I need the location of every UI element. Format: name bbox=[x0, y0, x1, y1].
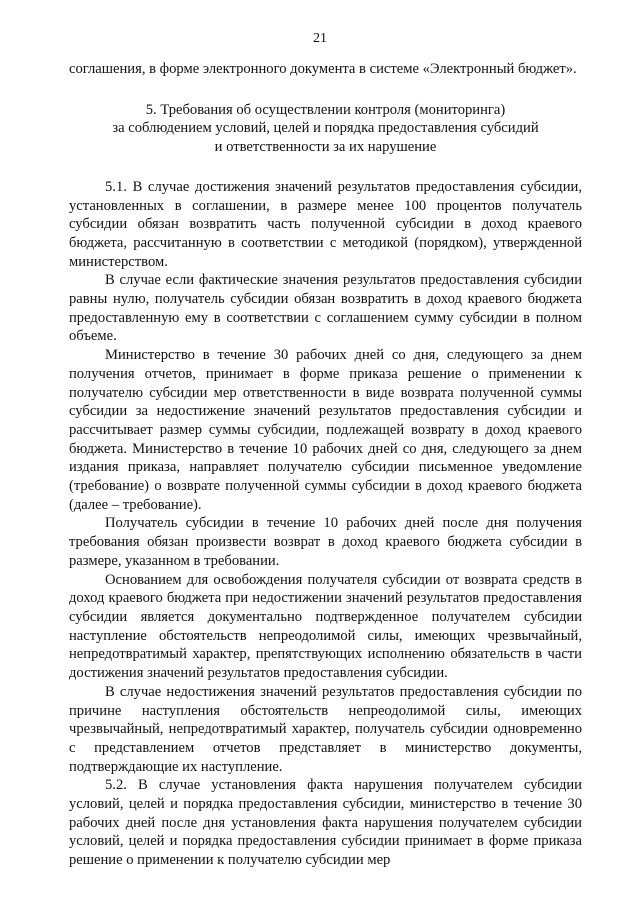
paragraph-force-majeure-documents: В случае недостижения значений результатов предоставления субсидии по причине наступления обстоятельств непреодолимой силы, имеющих чрезвычайный, непредотвратимый характер, получатель субсидии одновременно с представлением отчетов представляет в министерство документы, подтверждающие их наступление. bbox=[69, 683, 582, 775]
paragraph-force-majeure-basis: Основанием для освобождения получателя субсидии от возврата средств в доход краевого бюджета при недостижении значений результатов предоставления субсидии является документально подтвержденное получателем субсидии наступление обстоятельств непреодолимой силы, имеющих чрезвычайный, непредотвратимый характер, препятствующих исполнению обязательств в части достижения значений результатов предоставления субсидии. bbox=[69, 571, 582, 682]
intro-paragraph: соглашения, в форме электронного документа в системе «Электронный бюджет». bbox=[69, 61, 577, 77]
document-body bbox=[69, 60, 582, 870]
paragraph-5-2: 5.2. В случае установления факта нарушения получателем субсидии условий, целей и порядка предоставления субсидии, министерство в течение 30 рабочих дней после дня установления факта нарушения получателем субсидии условий, целей и порядка предоставления субсидии принимает в форме приказа решение о применении к получателю субсидии мер bbox=[69, 777, 582, 869]
section-heading-line: и ответственности за их нарушение bbox=[214, 139, 437, 156]
section-heading-line: 5. Требования об осуществлении контроля (мониторинга) bbox=[145, 101, 506, 118]
section-heading-line: за соблюдением условий, целей и порядка предоставления субсидий bbox=[112, 120, 539, 137]
paragraph-return-deadline: Получатель субсидии в течение 10 рабочих дней после дня получения требования обязан произвести возврат в доход краевого бюджета субсидии в размере, указанном в требовании. bbox=[69, 515, 582, 569]
paragraph-5-1: 5.1. В случае достижения значений результатов предоставления субсидии, установленных в соглашении, в размере менее 100 процентов получатель субсидии обязан возвратить часть полученной субсидии в доход краевого бюджета, рассчитанную в соответствии с методикой (порядком), утвержденной министерством. bbox=[69, 178, 582, 270]
paragraph-ministry-decision: Министерство в течение 30 рабочих дней со дня, следующего за днем получения отчетов, принимает в форме приказа решение о применении к получателю субсидии мер ответственности в виде возврата полученной суммы субсидии за недостижение значений результатов предоставления субсидии и рассчитывает размер суммы субсидии, подлежащей возврату в доход краевого бюджета. Министерство в течение 10 рабочих дней со дня, следующего за днем издания приказа, направляет получателю субсидии письменное уведомление (требование) о возврате полученной суммы субсидии в доход краевого бюджета (далее – требование). bbox=[69, 347, 582, 513]
paragraph-zero-results: В случае если фактические значения результатов предоставления субсидии равны нулю, получатель субсидии обязан возвратить в доход краевого бюджета предоставленную ему в соответствии с соглашением сумму субсидии в полном объеме. bbox=[69, 272, 582, 345]
section-heading bbox=[69, 101, 582, 157]
page-number: 21 bbox=[313, 31, 327, 46]
